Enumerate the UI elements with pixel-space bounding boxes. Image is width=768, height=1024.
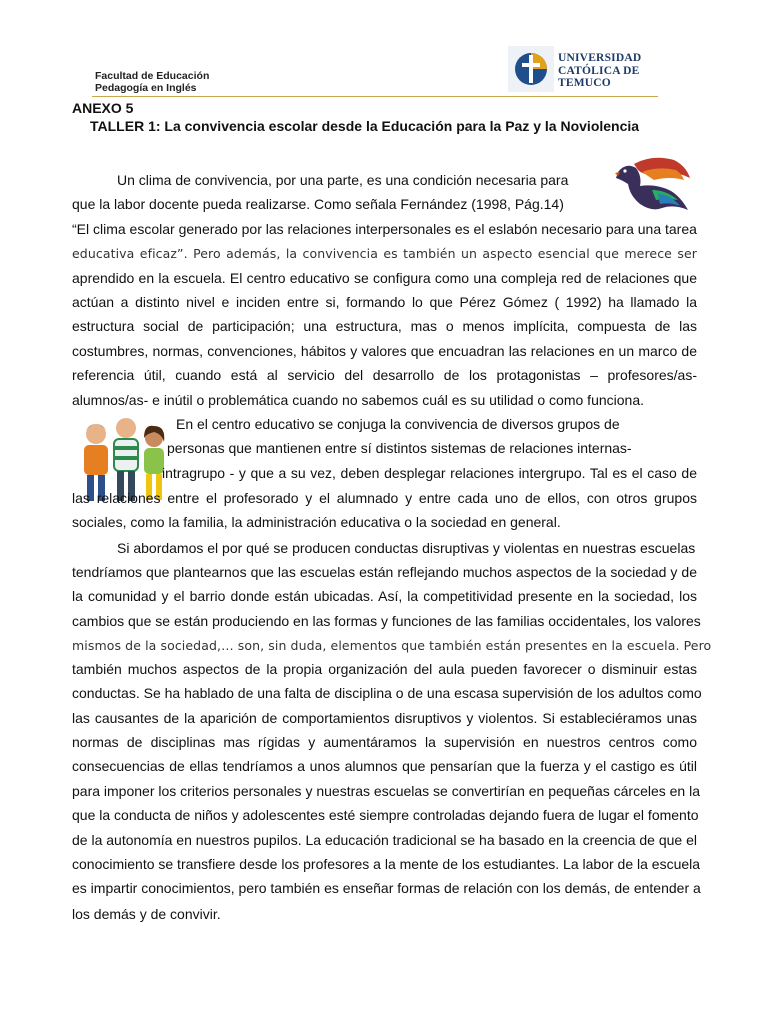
paragraph-line: la comunidad y el barrio donde están ubicadas. Así, la competitividad presente en la sociedad, los (72, 588, 697, 604)
paragraph-line: Un clima de convivencia, por una parte, es una condición necesaria para (117, 172, 569, 188)
paragraph-line: referencia útil, cuando está al servicio del desarrollo de los protagonistas – profesores/as- (72, 367, 697, 383)
paragraph-line: que la labor docente pueda realizarse. Como señala Fernández (1998, Pág.14) (72, 196, 564, 212)
paragraph-line: las relaciones entre el profesorado y el alumnado y entre cada uno de ellos, con otros grupos (72, 490, 697, 506)
paragraph-line: las causantes de la aparición de comportamientos disruptivos y violentos. Si estableciéramos unas (72, 710, 697, 726)
paragraph-line: tendríamos que plantearnos que las escuelas están reflejando muchos aspectos de la sociedad y de (72, 564, 697, 580)
paragraph-line: alumnos/as- e inútil o problemática cuando no sabemos cuál es su utilidad o como funciona. (72, 392, 644, 408)
paragraph-line: mismos de la sociedad,… son, sin duda, elementos que también están presentes en la escuela. Pero (72, 638, 712, 653)
paragraph-line: cambios que se están produciendo en las formas y funciones de las familias occidentales, los valores (72, 613, 701, 629)
document-title: TALLER 1: La convivencia escolar desde la Educación para la Paz y la Noviolencia (90, 118, 640, 134)
program-name: Pedagogía en Inglés (95, 82, 197, 94)
paragraph-line: estructura social de participación; una estructura, mas o menos implícita, compuesta de las (72, 318, 697, 334)
university-emblem-icon (508, 46, 554, 92)
paragraph-line: también muchos aspectos de la propia organización del aula pueden favorecer o disminuir estas (72, 661, 697, 677)
paragraph-line: conocimiento se transfiere desde los profesores a la mente de los estudiantes. La labor de la escuela (72, 856, 701, 872)
paragraph-line: consecuencias de ellas tendríamos a unos alumnos que pensarían que la fuerza y el castigo es útil (72, 758, 697, 774)
paragraph-line: es impartir conocimientos, pero también es enseñar formas de relación con los demás, de entender a (72, 880, 701, 896)
university-name-line3: TEMUCO (558, 77, 611, 89)
university-logo (508, 46, 653, 96)
paragraph-line: intragrupo - y que a su vez, deben desplegar relaciones intergrupo. Tal es el caso de (162, 465, 697, 481)
paragraph-line: “El clima escolar generado por las relaciones interpersonales es el eslabón necesario para una tarea (72, 221, 697, 237)
annex-label: ANEXO 5 (72, 100, 134, 116)
paragraph-line: personas que mantienen entre sí distintos sistemas de relaciones internas- (167, 440, 632, 456)
paragraph-line: de la autonomía en nuestros pupilos. La educación tradicional se ha basado en la creencia de que el (72, 832, 697, 848)
paragraph-line: los demás y de convivir. (72, 906, 221, 922)
header-divider (92, 96, 658, 97)
university-name-line1: UNIVERSIDAD (558, 52, 642, 64)
dove-illustration (612, 154, 692, 220)
paragraph-line: educativa eficaz”. Pero además, la convivencia es también un aspecto esencial que merece ser (72, 246, 697, 261)
paragraph-line: conductas. Se ha hablado de una falta de disciplina o de una escasa supervisión de los adultos como (72, 685, 702, 701)
paragraph-line: costumbres, normas, convenciones, hábitos y valores que encuadran las relaciones en un marco de (72, 343, 697, 359)
paragraph-line: aprendido en la escuela. El centro educativo se configura como una compleja red de relaciones que (72, 270, 697, 286)
university-name (558, 52, 641, 90)
faculty-header (95, 70, 209, 94)
paragraph-line: que la conducta de niños y adolescentes esté siempre controladas dejando fuera de lugar el fomento (72, 807, 699, 823)
paragraph-line: En el centro educativo se conjuga la convivencia de diversos grupos de (176, 416, 620, 432)
paragraph-line: normas de disciplinas mas rígidas y aumentáramos la supervisión en nuestros centros como (72, 734, 697, 750)
paragraph-line: sociales, como la familia, la administración educativa o la sociedad en general. (72, 514, 561, 530)
university-name-line2: CATÓLICA DE (558, 64, 640, 77)
paragraph-line: Si abordamos el por qué se producen conductas disruptivas y violentas en nuestras escuelas (117, 540, 696, 556)
faculty-name: Facultad de Educación (95, 70, 210, 82)
paragraph-line: actúan a distinto nivel e inciden entre si, formando lo que Pérez Gómez ( 1992) ha llamado la (72, 294, 697, 310)
paragraph-line: para imponer los criterios personales y nuestras escuelas se convertirían en pequeñas cárceles en la (72, 783, 701, 799)
